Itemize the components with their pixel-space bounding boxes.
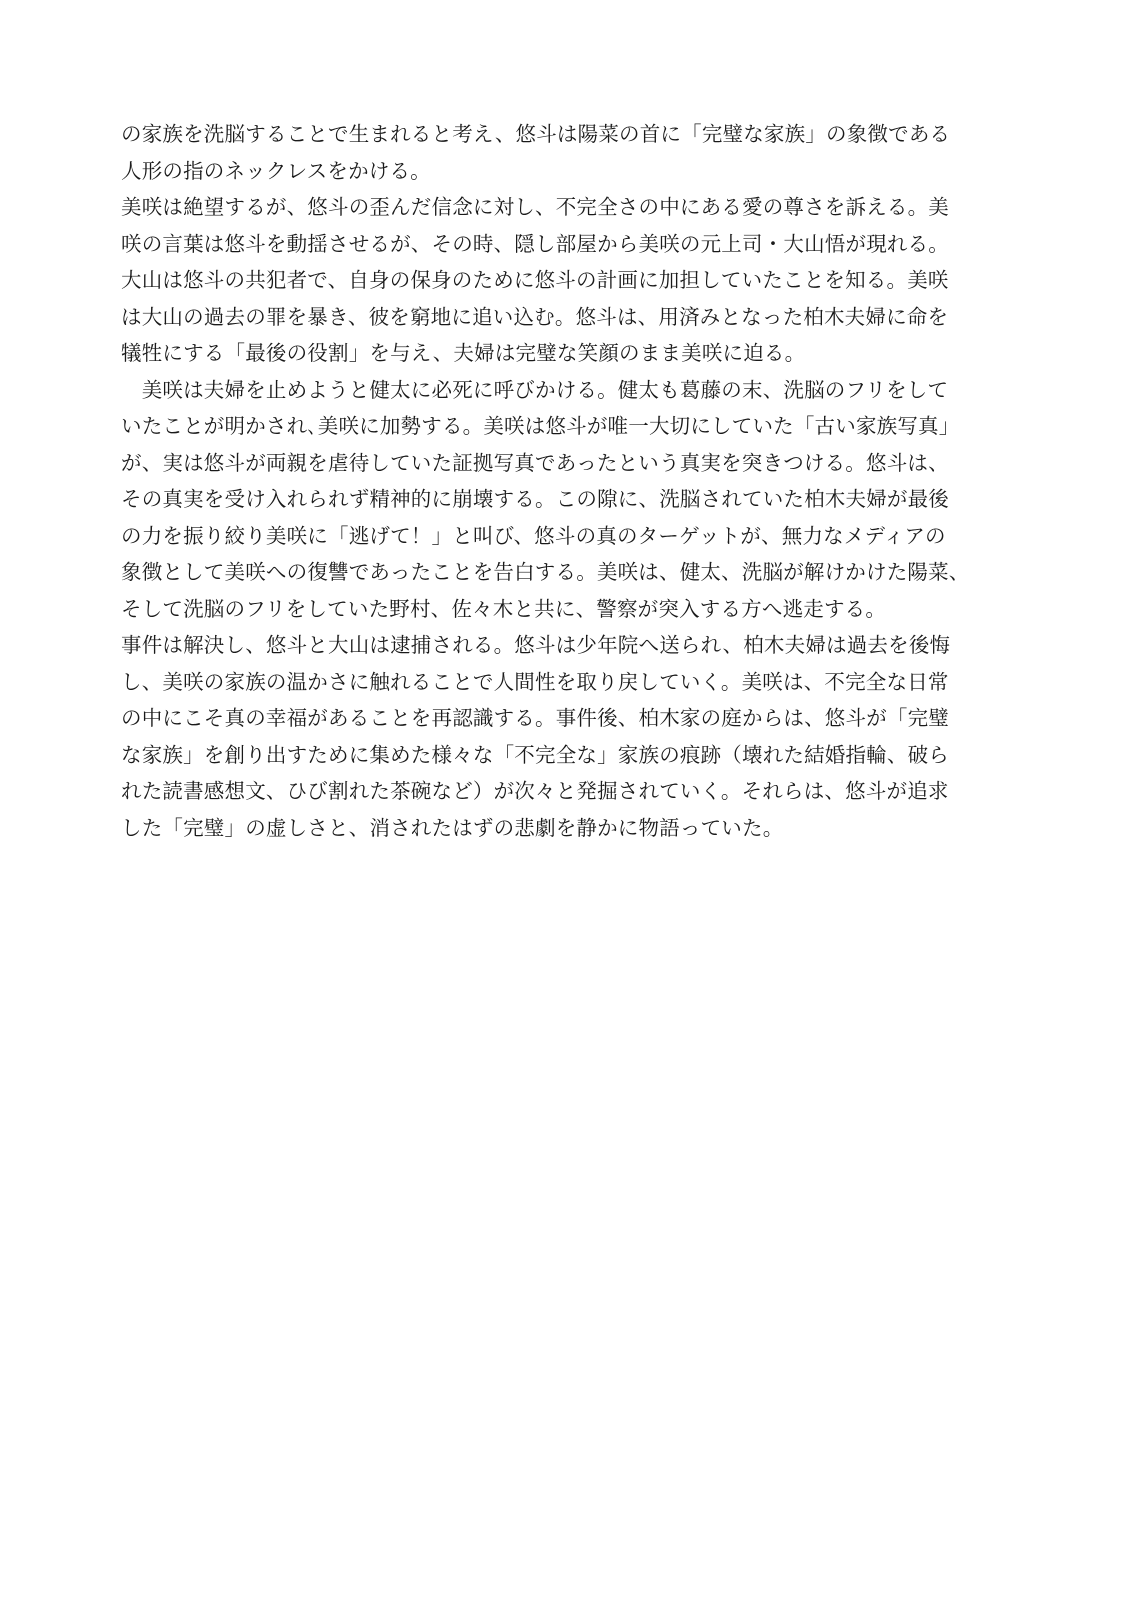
text-line: 人形の指のネックレスをかける。 — [121, 158, 431, 183]
text-line: 象徴として美咲への復讐であったことを告白する。美咲は、健太、洗脳が解けかけた陽菜、 — [121, 560, 970, 584]
text-line: 美咲は夫婦を止めようと健太に必死に呼びかける。健太も葛藤の末、洗脳のフリをして — [121, 377, 949, 402]
text-line: いたことが明かされ､美咲に加勢する。美咲は悠斗が唯一大切にしていた「古い家族写真」 — [121, 414, 960, 438]
text-line: の家族を洗脳することで生まれると考え、悠斗は陽菜の首に「完璧な家族」の象徴である — [121, 122, 951, 146]
text-line: 事件は解決し、悠斗と大山は逮捕される。悠斗は少年院へ送られ、柏木夫婦は過去を後悔 — [121, 633, 951, 657]
text-line: 咲の言葉は悠斗を動揺させるが、その時、隠し部屋から美咲の元上司・大山悟が現れる。 — [121, 231, 949, 256]
text-line: した「完璧」の虚しさと、消されたはずの悲劇を静かに物語っていた。 — [121, 815, 784, 840]
text-line: が、実は悠斗が両親を虐待していた証拠写真であったという真実を突きつける。悠斗は、 — [121, 450, 949, 475]
text-line: れた読書感想文、ひび割れた茶碗など）が次々と発掘されていく。それらは、悠斗が追求 — [121, 779, 949, 803]
text-line: そして洗脳のフリをしていた野村、佐々木と共に、警察が突入する方へ逃走する。 — [121, 596, 887, 621]
text-line: の力を振り絞り美咲に「逃げて！」と叫び、悠斗の真のターゲットが、無力なメディアの — [121, 523, 946, 548]
text-line: な家族」を創り出すために集めた様々な「不完全な」家族の痕跡（壊れた結婚指輪、破ら — [121, 742, 949, 767]
text-line: 美咲は絶望するが、悠斗の歪んだ信念に対し、不完全さの中にある愛の尊さを訴える。美 — [121, 195, 949, 219]
text-line: の中にこそ真の幸福があることを再認識する。事件後、柏木家の庭からは、悠斗が「完璧 — [121, 706, 949, 730]
text-line: その真実を受け入れられず精神的に崩壊する。この隙に、洗脳されていた柏木夫婦が最後 — [121, 487, 949, 511]
document-body-text — [121, 116, 1021, 846]
text-line: は大山の過去の罪を暴き、彼を窮地に追い込む。悠斗は、用済みとなった柏木夫婦に命を — [121, 304, 949, 329]
text-line: し、美咲の家族の温かさに触れることで人間性を取り戻していく。美咲は、不完全な日常 — [121, 669, 949, 694]
text-line: 大山は悠斗の共犯者で、自身の保身のために悠斗の計画に加担していたことを知る。美咲 — [121, 268, 949, 292]
text-line: 犠牲にする「最後の役割」を与え、夫婦は完璧な笑顔のまま美咲に迫る。 — [121, 341, 806, 365]
